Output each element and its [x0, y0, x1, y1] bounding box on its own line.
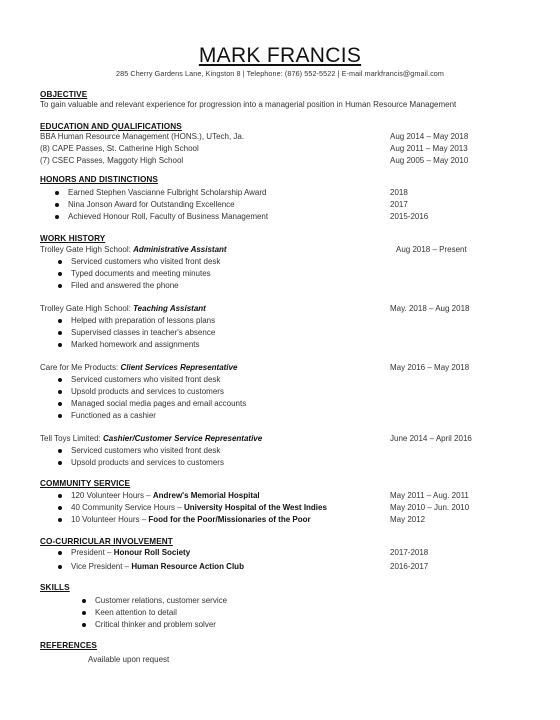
community-item: 120 Volunteer Hours – Andrew's Memorial Hospital May 2011 – Aug. 2011: [58, 490, 520, 501]
honors-heading: HONORS AND DISTINCTIONS: [40, 175, 158, 184]
bullet-icon: [82, 623, 86, 627]
community-heading: COMMUNITY SERVICE: [40, 479, 131, 488]
cocurricular-item: Vice President – Human Resource Action Club 2016-2017: [58, 561, 520, 572]
job-title-row: Trolley Gate High School: Teaching Assistant May. 2018 – Aug 2018: [40, 304, 470, 313]
job-title-row: Tell Toys Limited: Cashier/Customer Service Representative June 2014 – April 2016: [40, 434, 472, 443]
bullet-icon: [58, 449, 62, 453]
bullet-icon: [58, 551, 62, 555]
honor-item: Nina Jonson Award for Outstanding Excellence 2017: [55, 199, 520, 210]
bullet-icon: [58, 390, 62, 394]
bullet-icon: [82, 599, 86, 603]
bullet-icon: [58, 506, 62, 510]
bullet-icon: [58, 284, 62, 288]
bullet-icon: [58, 414, 62, 418]
contact-line: 285 Cherry Gardens Lane, Kingston 8 | Telephone: (876) 552-5522 | E-mail markfrancis@gmail.com: [116, 69, 444, 78]
cocurricular-item: President – Honour Roll Society 2017-2018: [58, 547, 520, 558]
bullet-icon: [55, 215, 59, 219]
objective-text: To gain valuable and relevant experience for progression into a managerial position in Human Resource Management: [40, 100, 457, 109]
cocurricular-heading: CO-CURRICULAR INVOLVEMENT: [40, 537, 173, 546]
honor-item: Earned Stephen Vascianne Fulbright Scholarship Award 2018: [55, 187, 520, 198]
bullet-icon: [58, 319, 62, 323]
references-heading: REFERENCES: [40, 641, 97, 650]
job-title-row: Trolley Gate High School: Administrative Assistant Aug 2018 – Present: [40, 245, 467, 254]
resume-name: MARK FRANCIS: [198, 44, 362, 67]
bullet-icon: [58, 565, 62, 569]
honor-item: Achieved Honour Roll, Faculty of Business Management 2015-2016: [55, 211, 520, 222]
bullet-icon: [55, 203, 59, 207]
bullet-icon: [58, 331, 62, 335]
education-heading: EDUCATION AND QUALIFICATIONS: [40, 122, 182, 131]
bullet-icon: [58, 260, 62, 264]
community-item: 10 Volunteer Hours – Food for the Poor/Missionaries of the Poor May 2012: [58, 514, 520, 525]
bullet-icon: [82, 611, 86, 615]
bullet-icon: [58, 518, 62, 522]
skills-heading: SKILLS: [40, 583, 70, 592]
objective-heading: OBJECTIVE: [40, 90, 88, 99]
bullet-icon: [55, 191, 59, 195]
bullet-icon: [58, 343, 62, 347]
bullet-icon: [58, 494, 62, 498]
bullet-icon: [58, 272, 62, 276]
community-item: 40 Community Service Hours – University Hospital of the West Indies May 2010 – Jun. 2010: [58, 502, 520, 513]
education-item: (8) CAPE Passes, St. Catherine High School Aug 2011 – May 2013: [40, 144, 468, 153]
bullet-icon: [58, 402, 62, 406]
resume-page: MARK FRANCIS 285 Cherry Gardens Lane, Kingston 8 | Telephone: (876) 552-5522 | E-mail markfrancis@gmail.com OBJECTIVE To gain valuable and relevant experience for progression into a managerial position in Human Resource Management EDUCATION AND QUALIFICATIONS BBA Human Resource Management (HONS.), UTech, Ja. Aug 2014 – May 2018 (8) CAPE Passes, St. Catherine High School Aug 2011 – May 2013 (7) CSEC Passes, Maggoty High School Aug 2005 – May 2010 HONORS AND DISTINCTIONS Earned Stephen Vascianne Fulbright Scholarship Award 2018 Nina Jonson Award for Outstanding Excellence 2017 Achieved Honour Roll, Faculty of Business Management 2015-2016 WORK HISTORY Trolley Gate High School: Administrative Assistant Aug 2018 – Present Serviced customers who visited front desk Typed documents and meeting minutes Filed and answered the phone Trolley Gate High School: Teaching Assistant May. 2018 – Aug 2018 Helped with preparation of lessons plans Supervised classes in teacher's absence Marked homework and assignments Care for Me Products: Client Services Representative May 2016 – May 2018 Serviced customers who visited front desk Upsold products and services to customers Managed social media pages and email accounts Functioned as a cashier Tell Toys Limited: Cashier/Customer Service Representative June 2014 – April 2016 Serviced customers who visited front desk Upsold products and services to customers COMMUNITY SERVICE 120 Volunteer Hours – Andrew's Memorial Hospital May 2011 – Aug. 2011 40 Community Service Hours – University Hospital of the West Indies May 2010 – Jun. 2010 10 Volunteer Hours – Food for the Poor/Missionaries of the Poor May 2012 CO-CURRICULAR INVOLVEMENT President – Honour Roll Society 2017-2018 Vice President – Human Resource Action Club 2016-2017 SKILLS Customer relations, customer service Keen attention to detail Critical thinker and problem solver REFERENCES Available upon request: [0, 0, 560, 720]
education-item: BBA Human Resource Management (HONS.), UTech, Ja. Aug 2014 – May 2018: [40, 132, 469, 141]
bullet-icon: [58, 378, 62, 382]
references-text: Available upon request: [88, 655, 170, 664]
bullet-icon: [58, 461, 62, 465]
education-item: (7) CSEC Passes, Maggoty High School Aug 2005 – May 2010: [40, 156, 469, 165]
job-title-row: Care for Me Products: Client Services Representative May 2016 – May 2018: [40, 363, 470, 372]
work-heading: WORK HISTORY: [40, 234, 106, 243]
